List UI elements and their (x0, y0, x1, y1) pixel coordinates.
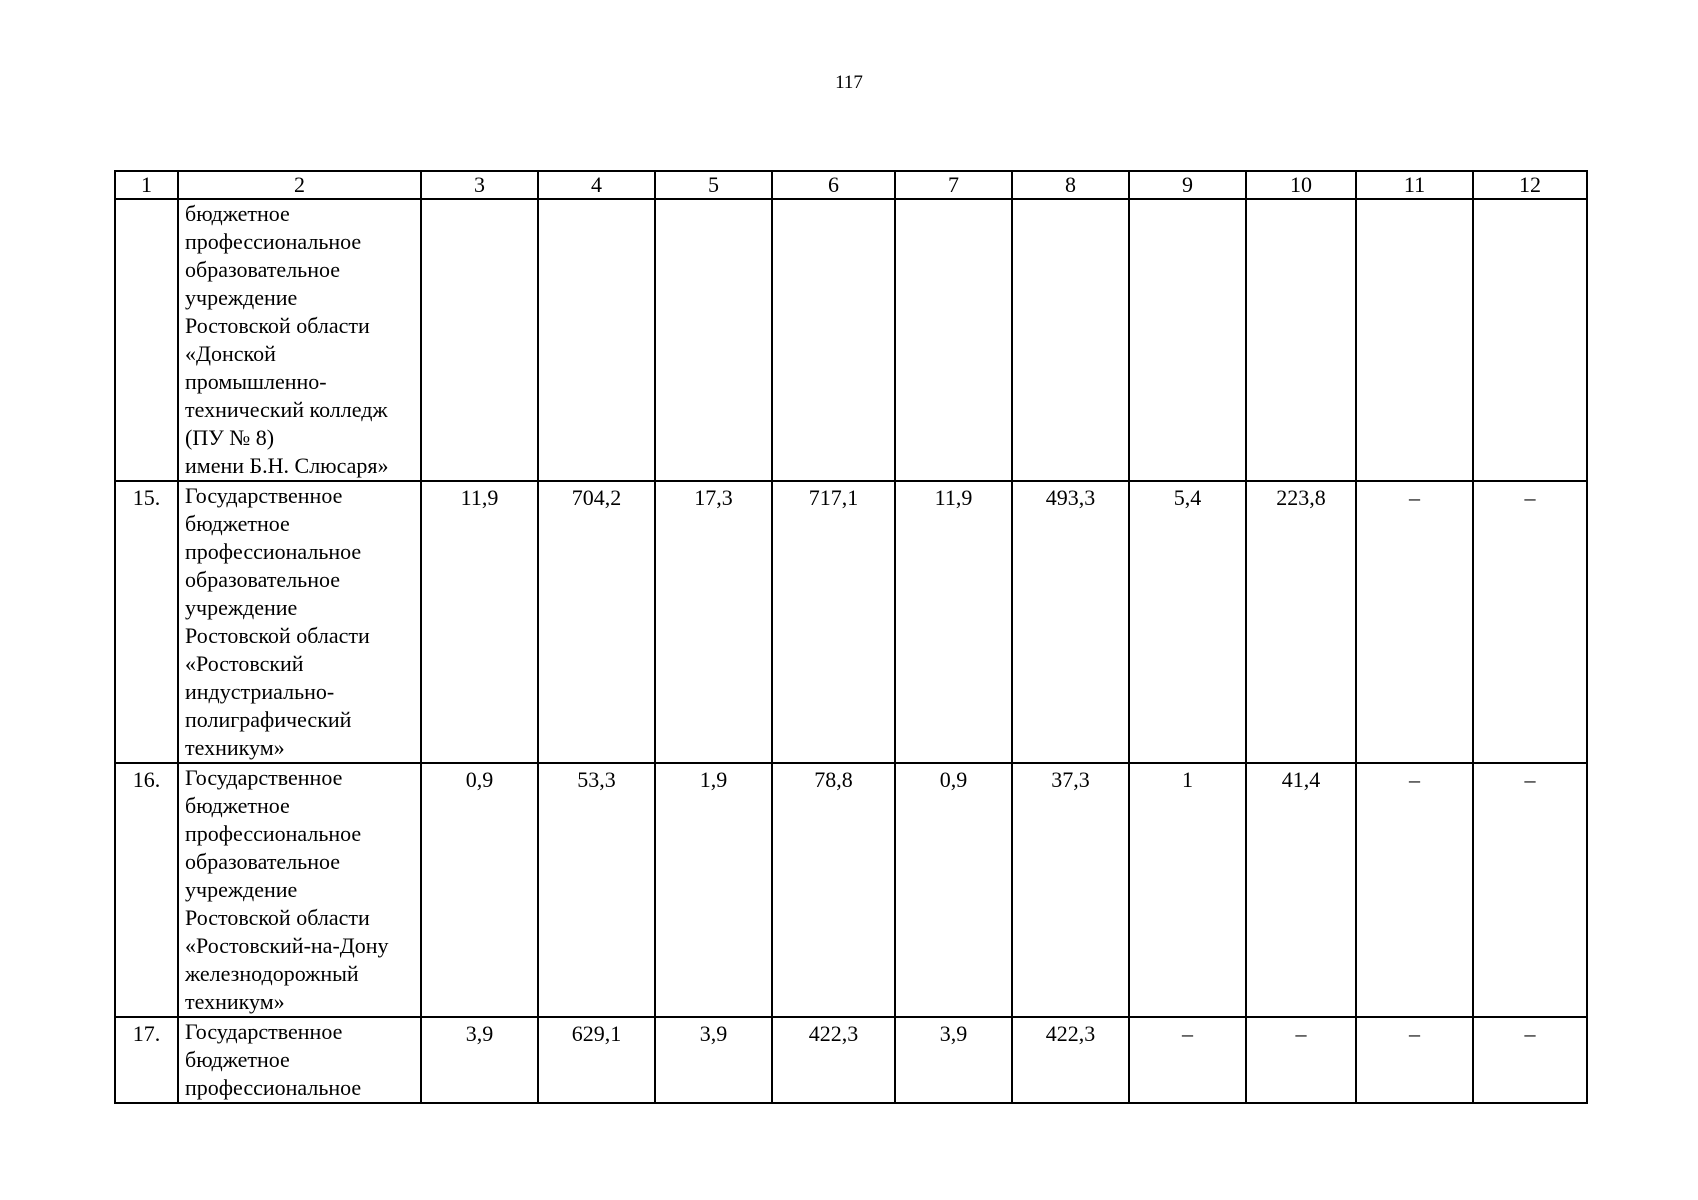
value-cell (538, 199, 655, 481)
value-cell: 704,2 (538, 481, 655, 763)
column-header: 7 (895, 171, 1012, 199)
header-row (115, 171, 1587, 199)
row-number: 15. (115, 481, 178, 763)
value-cell: – (1473, 763, 1587, 1017)
row-number: 17. (115, 1017, 178, 1103)
value-cell: 629,1 (538, 1017, 655, 1103)
column-header: 6 (772, 171, 895, 199)
value-cell (1473, 199, 1587, 481)
value-cell: 37,3 (1012, 763, 1129, 1017)
institution-name: Государственное бюджетное профессиональное образовательное учреждение Ростовской области «Ростовский индустриально- полиграфический техникум» (178, 481, 421, 763)
value-cell: – (1473, 1017, 1587, 1103)
row-number: 16. (115, 763, 178, 1017)
value-cell (421, 199, 538, 481)
value-cell: 53,3 (538, 763, 655, 1017)
value-cell: 223,8 (1246, 481, 1356, 763)
row-number (115, 199, 178, 481)
value-cell: 41,4 (1246, 763, 1356, 1017)
value-cell: 5,4 (1129, 481, 1246, 763)
value-cell (1356, 199, 1473, 481)
column-header: 11 (1356, 171, 1473, 199)
value-cell: 3,9 (421, 1017, 538, 1103)
column-header: 10 (1246, 171, 1356, 199)
value-cell: 3,9 (895, 1017, 1012, 1103)
institution-name: бюджетное профессиональное образовательное учреждение Ростовской области «Донской промышленно- технический колледж (ПУ № 8) имени Б.Н. Слюсаря» (178, 199, 421, 481)
value-cell: 11,9 (421, 481, 538, 763)
column-header: 5 (655, 171, 772, 199)
value-cell (895, 199, 1012, 481)
value-cell: – (1473, 481, 1587, 763)
institution-name: Государственное бюджетное профессиональное образовательное учреждение Ростовской области «Ростовский-на-Дону железнодорожный техникум» (178, 763, 421, 1017)
table-row (115, 763, 1587, 1017)
value-cell: 422,3 (772, 1017, 895, 1103)
column-header: 2 (178, 171, 421, 199)
value-cell (1012, 199, 1129, 481)
value-cell: 3,9 (655, 1017, 772, 1103)
value-cell: 0,9 (895, 763, 1012, 1017)
column-header: 4 (538, 171, 655, 199)
data-table (114, 170, 1588, 1104)
value-cell (655, 199, 772, 481)
institution-name: Государственное бюджетное профессиональное (178, 1017, 421, 1103)
column-header: 9 (1129, 171, 1246, 199)
column-header: 8 (1012, 171, 1129, 199)
value-cell: 422,3 (1012, 1017, 1129, 1103)
value-cell: – (1356, 1017, 1473, 1103)
table-row (115, 1017, 1587, 1103)
value-cell: – (1129, 1017, 1246, 1103)
value-cell: – (1356, 481, 1473, 763)
value-cell: 17,3 (655, 481, 772, 763)
value-cell: 1,9 (655, 763, 772, 1017)
value-cell (772, 199, 895, 481)
column-header: 1 (115, 171, 178, 199)
value-cell: 493,3 (1012, 481, 1129, 763)
value-cell: 11,9 (895, 481, 1012, 763)
value-cell: 1 (1129, 763, 1246, 1017)
value-cell: 78,8 (772, 763, 895, 1017)
column-header: 12 (1473, 171, 1587, 199)
value-cell: – (1246, 1017, 1356, 1103)
value-cell: – (1356, 763, 1473, 1017)
value-cell: 0,9 (421, 763, 538, 1017)
value-cell (1246, 199, 1356, 481)
value-cell (1129, 199, 1246, 481)
table-row (115, 199, 1587, 481)
page-number: 117 (835, 72, 863, 93)
value-cell: 717,1 (772, 481, 895, 763)
column-header: 3 (421, 171, 538, 199)
table-row (115, 481, 1587, 763)
